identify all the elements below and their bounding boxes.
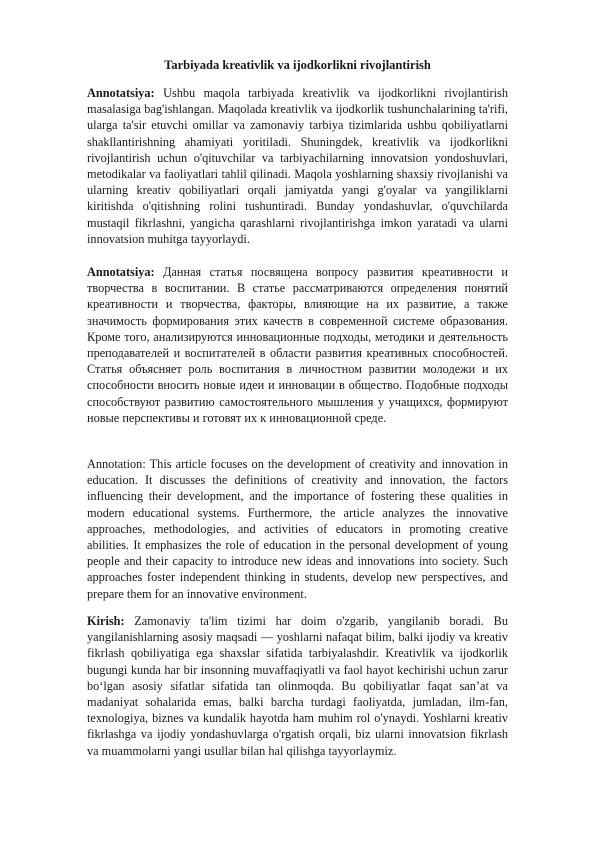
introduction-text: Zamonaviy ta'lim tizimi har doim o'zgarib, yangilanib boradi. Bu yangilanishlarning asosiy maqsadi — yoshlarni nafaqat bilim, balki ijodiy va kreativ fikrlash qobiliyatiga ega shaxslar sifatida tarbiyalashdir. Kreativlik va ijodkorlik bugungi kunda har bir insonning muvaffaqiyatli va faol hayot kechirishi uchun zarur bo‘lgan asosiy sifatlar sifatida tan olinmoqda. Bu qobiliyatlar faqat san’at va madaniyat sohalarida emas, balki barcha turdagi faoliyatda, jumladan, ilm-fan, texnologiya, biznes va kundalik hayotda ham muhim rol o'ynaydi. Yoshlarni kreativ fikrlashga va ijodiy yondashuvlarga o'rgatish orqali, biz ularni innovatsion fikrlash va muammolarni yangi usullar bilan hal qilishga tayyorlaymiz. — [87, 614, 508, 758]
abstract-text: Annotation: This article focuses on the development of creativity and innovation in education. It discusses the definitions of creativity and innovation, the factors influencing their development, and the importance of fostering these qualities in modern educational systems. Furthermore, the article analyzes the innovative approaches, methodologies, and activities of educators in promoting creative abilities. It emphasizes the role of education in the personal development of young people and their capacity to introduce new ideas and innovations into society. Such approaches foster independent thinking in students, develop new perspectives, and prepare them for an innovative environment. — [87, 457, 508, 601]
introduction-paragraph — [87, 613, 508, 759]
abstract-text: Ushbu maqola tarbiyada kreativlik va ijodkorlikni rivojlantirish masalasiga bag'ishlangan. Maqolada kreativlik va ijodkorlik tushunchalarining ta'rifi, ularga ta'sir etuvchi omillar va zamonaviy tarbiya tizimlarida ushbu qobiliyatlarni shakllantirishning ahamiyati yoritiladi. Shuningdek, kreativlik va ijodkorlikni rivojlantirish uchun o'qituvchilar va tarbiyachilarning innovatsion yondoshuvlari, metodikalar va faoliyatlari tahlil qilinadi. Maqola yoshlarning shaxsiy rivojlanishi va ularning kreativ qobiliyatlari orqali jamiyatda yangi g'oyalar va yangiliklarni kiritishda o'qitishning rolini tushuntiradi. Bunday yondashuvlar, o'quvchilarda mustaqil fikrlashni, yangicha qarashlarni rivojlantirishga imkon yaratadi va ularni innovatsion muhitga tayyorlaydi. — [87, 86, 508, 246]
abstract-label: Annotatsiya: — [87, 86, 155, 100]
abstract-uzbek — [87, 85, 508, 247]
abstract-label: Annotatsiya: — [87, 265, 155, 279]
document-title: Tarbiyada kreativlik va ijodkorlikni rivojlantirish — [164, 58, 431, 72]
abstract-russian — [87, 264, 508, 426]
introduction-label: Kirish: — [87, 614, 125, 628]
abstract-text: Данная статья посвящена вопросу развития креативности и творчества в воспитании. В статье рассматриваются определения понятий креативности и творчества, факторы, влияющие на их развитие, а также значимость формирования этих качеств в современной системе образования. Кроме того, анализируются инновационные подходы, методики и деятельность преподавателей и воспитателей в области развития креативных способностей. Статья объясняет роль воспитания в личностном развитии молодежи и их способности вносить новые идеи и инновации в общество. Подобные подходы способствуют развитию самостоятельного мышления у учащихся, формируют новые перспективы и готовят их к инновационной среде. — [87, 265, 508, 425]
abstract-english — [87, 456, 508, 602]
